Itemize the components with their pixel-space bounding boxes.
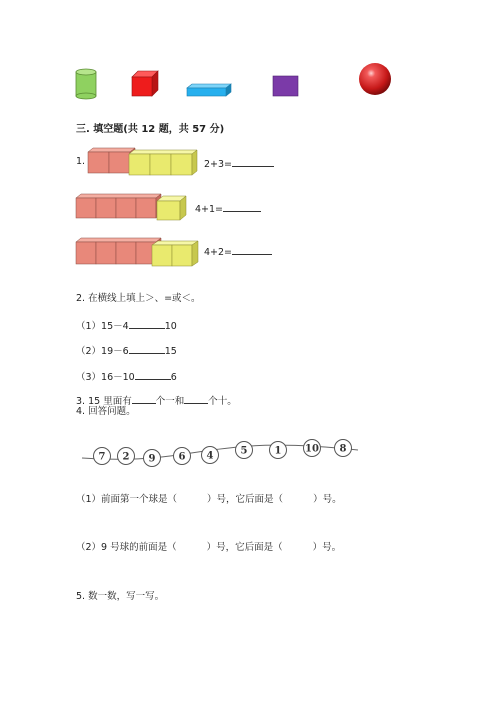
answer-blank[interactable] <box>132 394 156 404</box>
q1-number: 1. <box>76 156 86 167</box>
q4-sub-1: （1）前面第一个球是（ ）号，它后面是（ ）号。 <box>76 494 342 505</box>
ball-label: 4 <box>206 450 214 462</box>
equation-row-2: 4+1= <box>195 202 261 215</box>
ball-label: 8 <box>339 443 347 455</box>
answer-blank[interactable] <box>232 245 272 255</box>
answer-blank[interactable] <box>129 319 165 329</box>
ball-label: 6 <box>178 451 186 463</box>
q3-line: 3. 15 里面有 个一和 个十。 <box>76 396 237 407</box>
answer-blank[interactable] <box>184 394 208 404</box>
equation-row-3: 4+2= <box>204 245 272 258</box>
shapes-row <box>0 55 500 110</box>
sphere-shape <box>359 63 391 95</box>
q4-sub-2: （2）9 号球的前面是（ ）号，它后面是（ ）号。 <box>76 542 342 553</box>
answer-blank[interactable] <box>223 202 261 212</box>
cube-row-2 <box>74 191 194 223</box>
salmon-cubes <box>76 238 161 264</box>
salmon-cubes <box>76 194 161 218</box>
q5-title: 5. 数一数，写一写。 <box>76 591 165 602</box>
balls-on-string <box>80 434 360 474</box>
q2-item-1: （1）15－4 10 <box>76 321 177 332</box>
ball-label: 10 <box>305 443 319 455</box>
cube-shape <box>132 71 158 96</box>
yellow-cubes <box>157 196 186 220</box>
section-title: 三. 填空题(共 12 题，共 57 分) <box>76 124 225 135</box>
ball-label: 2 <box>122 451 130 463</box>
q2-item-3: （3）16－10 6 <box>76 372 177 383</box>
yellow-cubes <box>152 241 198 266</box>
cuboid-shape <box>187 84 231 96</box>
ball-label: 1 <box>274 445 282 457</box>
square-shape <box>273 76 298 96</box>
equation-row-1: 2+3= <box>204 157 274 170</box>
salmon-cubes <box>88 148 135 173</box>
ball-label: 5 <box>240 445 248 457</box>
cube-row-3 <box>74 236 204 268</box>
cube-row-1 <box>85 145 200 177</box>
q4-title: 4. 回答问题。 <box>76 406 136 417</box>
answer-blank[interactable] <box>135 370 171 380</box>
answer-blank[interactable] <box>232 157 274 167</box>
answer-blank[interactable] <box>129 344 165 354</box>
yellow-cubes <box>129 150 197 175</box>
q2-title: 2. 在横线上填上＞、=或＜。 <box>76 293 201 304</box>
cylinder-shape <box>76 69 96 99</box>
ball-label: 7 <box>98 451 106 463</box>
ball-label: 9 <box>148 453 156 465</box>
q2-item-2: （2）19－6 15 <box>76 346 177 357</box>
